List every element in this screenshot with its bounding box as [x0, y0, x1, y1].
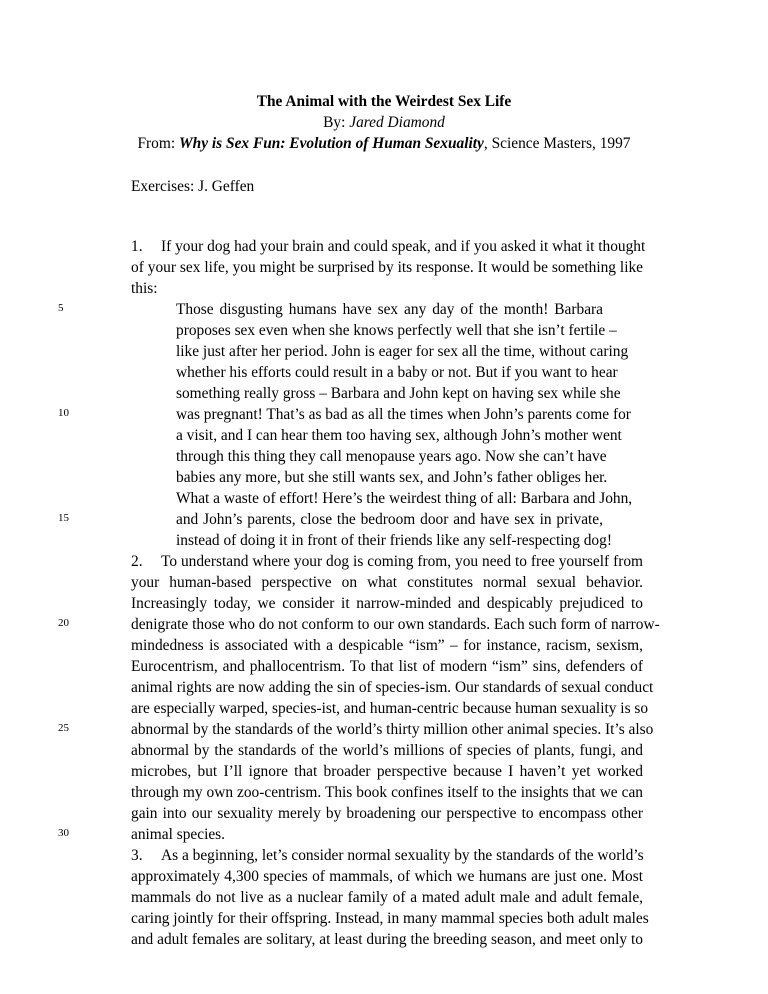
author-name: Jared Diamond: [349, 114, 445, 131]
author-line: [0, 112, 768, 133]
from-label: From:: [137, 135, 179, 152]
paragraph-2-line: animal rights are now adding the sin of species-ism. Our standards of sexual conduct: [131, 679, 654, 696]
paragraph-2-line: microbes, but I’ll ignore that broader perspective because I haven’t yet worked: [131, 763, 643, 780]
line-number: 25: [58, 722, 69, 734]
quote-line: through this thing they call menopause years ago. Now she can’t have: [176, 448, 607, 465]
paragraph-2-line: through my own zoo-centrism. This book confines itself to the insights that we can: [131, 784, 643, 801]
paragraph-2-line: gain into our sexuality merely by broadening our perspective to encompass other: [131, 805, 643, 822]
paragraph-3-line: caring jointly for their offspring. Instead, in many mammal species both adult males: [131, 910, 649, 927]
paragraph-1-line: this:: [131, 280, 158, 297]
quote-line: Those disgusting humans have sex any day of the month! Barbara: [176, 301, 603, 318]
line-number: 10: [58, 407, 69, 419]
paragraph-3-line: 3. As a beginning, let’s consider normal sexuality by the standards of the world’s: [131, 847, 644, 864]
paragraph-3-line: and adult females are solitary, at least during the breeding season, and meet only to: [131, 931, 643, 948]
document-title: The Animal with the Weirdest Sex Life: [256, 93, 512, 110]
paragraph-number: 1.: [131, 238, 143, 255]
quote-line: proposes sex even when she knows perfectly well that she isn’t fertile –: [176, 322, 617, 339]
paragraph-2-line: animal species.: [131, 826, 226, 843]
paragraph-number: 2.: [131, 553, 143, 570]
quote-line: was pregnant! That’s as bad as all the times when John’s parents come for: [176, 406, 631, 423]
paragraph-3-line: approximately 4,300 species of mammals, of which we humans are just one. Most: [131, 868, 643, 885]
body-text: [131, 236, 660, 950]
paragraph-2-line: abnormal by the standards of the world’s thirty million other animal species. It’s also: [131, 721, 654, 738]
paragraph-1-line: of your sex life, you might be surprised by its response. It would be something like: [131, 259, 643, 276]
paragraph-2-line: mindedness is associated with a despicable “ism” – for instance, racism, sexism,: [131, 637, 643, 654]
quote-line: babies any more, but she still wants sex, and John’s father obliges her.: [176, 469, 608, 486]
paragraph-2-line: Eurocentrism, and phallocentrism. To that list of modern “ism” sins, defenders of: [131, 658, 643, 675]
line-number: 5: [58, 302, 64, 314]
paragraph-2-line: 2. To understand where your dog is coming from, you need to free yourself from: [131, 553, 643, 570]
book-title: Why is Sex Fun: Evolution of Human Sexuality: [178, 135, 484, 152]
paragraph-2-line: are especially warped, species-ist, and human-centric because human sexuality is so: [131, 700, 649, 717]
paragraph-3-line: mammals do not live as a nuclear family of a mated adult male and adult female,: [131, 889, 643, 906]
quote-line: a visit, and I can hear them too having sex, although John’s mother went: [176, 427, 622, 444]
document-header: [0, 91, 768, 154]
quote-line: something really gross – Barbara and John kept on having sex while she: [176, 385, 621, 402]
paragraph-2-line: abnormal by the standards of the world’s millions of species of plants, fungi, and: [131, 742, 643, 759]
publisher-info: , Science Masters, 1997: [483, 135, 631, 152]
quote-line: like just after her period. John is eager for sex all the time, without caring: [176, 343, 629, 360]
line-number: 30: [58, 827, 69, 839]
quote-line: instead of doing it in front of their friends like any self-respecting dog!: [176, 532, 612, 549]
exercises-credit: Exercises: J. Geffen: [131, 178, 255, 195]
quote-line: whether his efforts could result in a baby or not. But if you want to hear: [176, 364, 618, 381]
paragraph-1-line: 1. If your dog had your brain and could speak, and if you asked it what it thought: [131, 238, 646, 255]
by-label: By:: [323, 114, 350, 131]
line-number: 15: [58, 512, 69, 524]
paragraph-2-line: your human-based perspective on what constitutes normal sexual behavior.: [131, 574, 643, 591]
line-number: 20: [58, 617, 69, 629]
paragraph-2-line: denigrate those who do not conform to our own standards. Each such form of narrow-: [131, 616, 660, 633]
quote-line: What a waste of effort! Here’s the weirdest thing of all: Barbara and John,: [176, 490, 633, 507]
source-line: [0, 133, 768, 154]
paragraph-2-line: Increasingly today, we consider it narrow-minded and despicably prejudiced to: [131, 595, 643, 612]
quote-line: and John’s parents, close the bedroom door and have sex in private,: [176, 511, 603, 528]
paragraph-number: 3.: [131, 847, 143, 864]
